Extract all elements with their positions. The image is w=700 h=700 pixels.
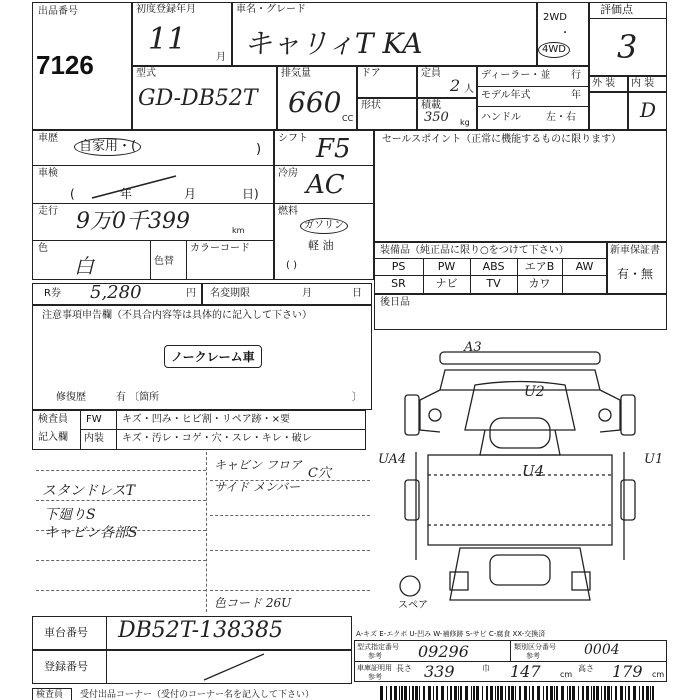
- cm-1: cm: [560, 670, 573, 679]
- handle-label: ハンドル: [481, 112, 521, 123]
- fuel-label: 燃料: [278, 206, 298, 217]
- later-days-box: [374, 294, 667, 330]
- mark-u2: U2: [524, 384, 545, 400]
- displacement-unit: CC: [342, 114, 354, 123]
- type-value: 09296: [418, 642, 469, 661]
- history-close: ): [256, 142, 262, 157]
- chassis-value: DB52T-138385: [118, 618, 284, 643]
- color-value: 白: [74, 254, 94, 278]
- color-label: 色: [38, 243, 48, 254]
- equip-aw: AW: [575, 260, 594, 273]
- model-name-label: 車名・グレード: [236, 4, 306, 15]
- capacity-label: 定員: [421, 68, 441, 79]
- ac-value: AC: [306, 170, 345, 200]
- model-name-value: キャリィT KA: [244, 27, 423, 60]
- note-color-code: 色コード 26U: [214, 596, 292, 610]
- ext-val-box: [589, 92, 628, 130]
- mileage-unit: km: [232, 226, 245, 235]
- note-cabin: キャビン各部S: [44, 525, 138, 541]
- inspection-year: 年: [120, 187, 133, 201]
- registration-label: 登録番号: [44, 660, 88, 673]
- recycle-unit: 円: [186, 288, 196, 299]
- equip-abs: ABS: [482, 260, 505, 273]
- cm-2: cm: [652, 670, 665, 679]
- history-label: 車歴: [38, 133, 58, 144]
- notes-label: 注意事項申告欄（不具合内容等は具体的に記入して下さい）: [42, 310, 312, 321]
- height-value: 179: [612, 662, 643, 681]
- repair-close: 〕: [352, 392, 362, 403]
- class-label: 類別区分番号: [514, 643, 556, 651]
- bottom-cut-label: 検査員: [36, 690, 64, 700]
- inspection-label: 車検: [38, 168, 58, 179]
- class-value: 0004: [584, 642, 620, 658]
- width-value: 147: [510, 662, 541, 681]
- equip-ps: PS: [391, 260, 406, 273]
- mark-spare: スペア: [398, 600, 428, 611]
- fuel-diesel: 軽 油: [308, 239, 334, 252]
- name-change-day: 日: [352, 288, 362, 299]
- equipment-label: 装備品（純正品に限り○をつけて下さい）: [380, 245, 569, 256]
- equip-leather: カワ: [528, 277, 551, 290]
- mark-a3: A3: [464, 340, 482, 355]
- dealer-suffix: 行: [571, 70, 581, 81]
- inspection-open: (: [70, 187, 75, 201]
- inspector-label1: 検査員: [38, 414, 68, 425]
- mark-u4: U4: [522, 462, 545, 480]
- displacement-label: 排気量: [281, 68, 311, 79]
- chassis-label: 車台番号: [44, 626, 88, 639]
- inspector-label2: 記入欄: [38, 432, 68, 443]
- inspection-strike: [90, 172, 180, 202]
- shape-label: 形状: [361, 100, 381, 111]
- handle-value: 左・右: [546, 112, 576, 123]
- equip-pw: PW: [437, 260, 456, 273]
- size-ref: 参考: [368, 673, 382, 681]
- inspector-fw: FW: [86, 414, 102, 425]
- note-cabin-floor: キャビン フロア: [214, 458, 302, 472]
- recycle-value: 5,280: [90, 282, 142, 303]
- load-unit: kg: [460, 118, 470, 127]
- history-value: 自家用・(: [74, 138, 141, 156]
- warranty-value: 有・無: [617, 267, 654, 281]
- shift-value: F5: [316, 134, 351, 164]
- model-code-label: 型式: [136, 68, 156, 79]
- drive-4wd: 4WD: [538, 42, 570, 58]
- model-year-suffix: 年: [571, 90, 581, 101]
- capacity-unit: 人: [464, 84, 474, 95]
- size-label: 車庫証明用: [357, 664, 392, 672]
- model-year-label: モデル年式: [481, 90, 531, 101]
- dealer-label: ディーラー・並: [481, 70, 551, 81]
- drive-dot: ・: [560, 28, 570, 39]
- registration-strike: [200, 652, 270, 682]
- equip-tv: TV: [486, 277, 501, 290]
- color-code-label: カラーコード: [190, 243, 250, 254]
- sales-point-box: [374, 130, 667, 242]
- capacity-value: 2: [450, 76, 461, 95]
- fuel-gas: ガソリン: [300, 218, 348, 234]
- equip-airbag: エアB: [524, 260, 555, 273]
- barcode: [380, 686, 660, 700]
- no-claim-stamp: ノークレーム車: [164, 345, 262, 368]
- mark-u1: U1: [644, 452, 664, 467]
- width-label: 巾: [482, 664, 490, 673]
- color-repaint: 色替: [154, 256, 174, 267]
- height-label: 高さ: [578, 664, 594, 673]
- score-value: 3: [617, 28, 638, 66]
- damage-legend: A-キズ E-エクボ U-凹み W-補修跡 S-サビ C-腐食 XX-交換済: [356, 630, 546, 638]
- name-change-label: 名変期限: [210, 288, 250, 299]
- inspector-interior-items: キズ・汚レ・コゲ・穴・スレ・キレ・破レ: [122, 433, 312, 444]
- ac-label: 冷房: [278, 168, 298, 179]
- mileage-label: 走行: [38, 206, 58, 217]
- type-label: 型式指定番号: [357, 643, 399, 651]
- length-label: 長さ: [396, 664, 412, 673]
- first-reg-month: 月: [216, 52, 226, 63]
- load-value: 350: [424, 110, 449, 125]
- mark-ua4: UA4: [378, 452, 407, 467]
- bottom-cut-text: 受付出品コーナー（受付のコーナー名を記入して下さい）: [80, 690, 315, 700]
- lot-number: 7126: [36, 50, 94, 80]
- name-change-month: 月: [302, 288, 312, 299]
- fuel-paren: ( ): [286, 260, 297, 271]
- shift-label: シフト: [278, 133, 308, 144]
- inspection-month: 月: [184, 187, 197, 201]
- note-side-member: サイド メンバー: [214, 480, 301, 494]
- later-days-label: 後日品: [380, 297, 410, 308]
- int-value: D: [640, 98, 657, 122]
- note-underbody: 下廻りS: [44, 507, 96, 523]
- mileage-value: 9万0千399: [76, 209, 190, 234]
- damage-diagram: [380, 340, 670, 620]
- drive-2wd: 2WD: [543, 12, 567, 23]
- type-ref: 参考: [368, 652, 382, 660]
- equip-sr: SR: [391, 277, 406, 290]
- equip-navi: ナビ: [435, 277, 458, 290]
- int-label: 内 装: [631, 78, 655, 89]
- repair-label: 修復歴: [56, 392, 86, 403]
- first-reg-label: 初度登録年月: [136, 4, 196, 15]
- recycle-label: R券: [44, 288, 61, 299]
- first-reg-value: 11: [148, 22, 187, 57]
- displacement-value: 660: [288, 86, 342, 119]
- repair-value: 有 〔箇所: [116, 392, 160, 403]
- load-label: 積載: [421, 100, 441, 111]
- inspector-fw-items: キズ・凹み・ヒビ割・リペア跡・×要: [122, 414, 290, 425]
- door-label: ドア: [361, 68, 381, 79]
- lot-label: 出品番号: [38, 6, 78, 17]
- class-ref: 参考: [526, 652, 540, 660]
- inspection-day: 日): [242, 187, 259, 201]
- ext-label: 外 装: [592, 78, 616, 89]
- score-label: 評価点: [600, 3, 633, 16]
- length-value: 339: [424, 662, 455, 681]
- sales-point-label: セールスポイント（正常に機能するものに限ります）: [382, 134, 622, 145]
- warranty-label: 新車保証書: [610, 245, 660, 256]
- note-studless: スタンドレスT: [42, 483, 135, 499]
- inspector-interior: 内装: [84, 433, 104, 444]
- model-code-value: GD-DB52T: [138, 86, 258, 111]
- note-c-hole: C穴: [308, 466, 331, 481]
